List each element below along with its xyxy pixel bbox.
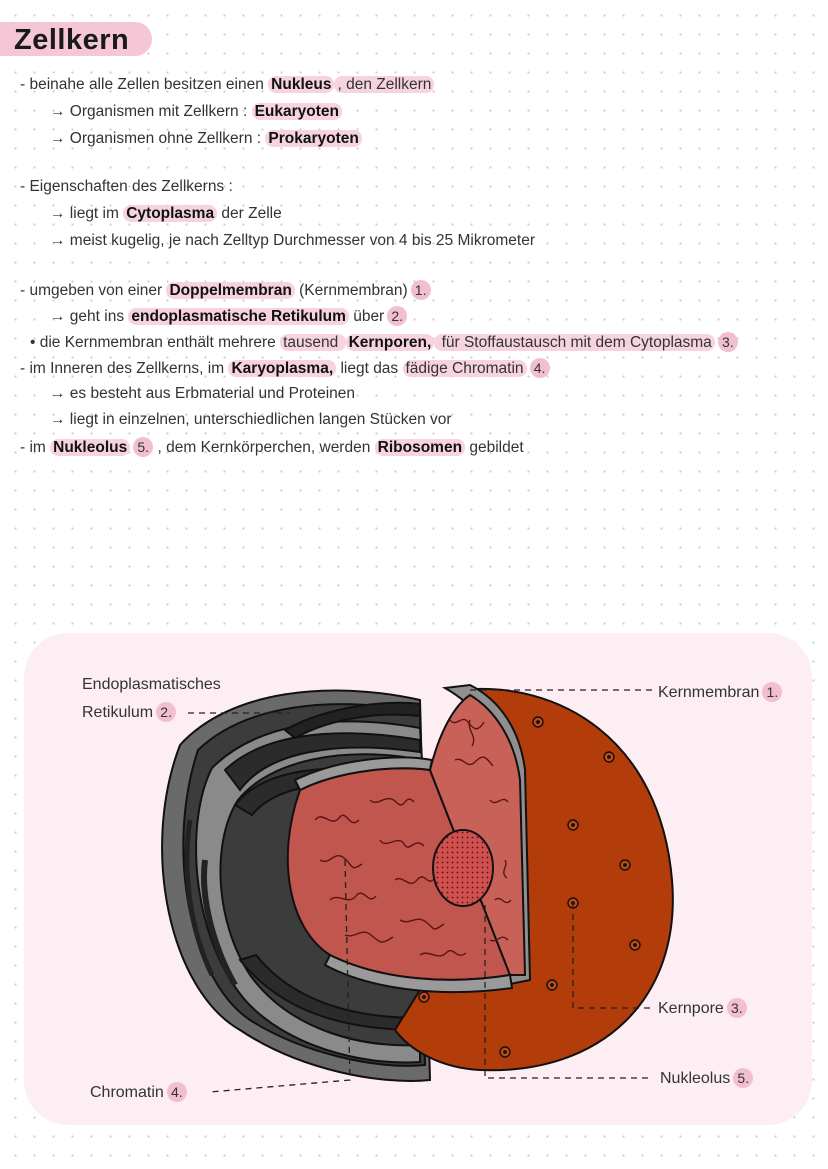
number-badge-5: 5. [133, 437, 153, 457]
label-nucleolus-text: Nukleolus [660, 1070, 731, 1087]
line-10-mid: liegt das [336, 360, 403, 377]
line-12-pre: → liegt in einzelnen, unterschiedlichen langen Stücken vor [50, 411, 452, 428]
line-6-pre: → meist kugelig, je nach Zelltyp Durchmesser von 4 bis 25 Mikrometer [50, 232, 535, 249]
line-10-pre: - im Inneren des Zellkerns, im [20, 360, 229, 377]
line-8-pre: → geht ins [50, 308, 129, 325]
label-membrane-text: Kernmembran [658, 684, 760, 701]
line-9-post: für Stoffaustausch mit dem Cytoplasma [434, 334, 715, 351]
term-nukleolus: Nukleolus [50, 439, 130, 456]
label-chromatin [90, 1082, 187, 1102]
number-badge-1: 1. [411, 280, 431, 300]
line-4-pre: - Eigenschaften des Zellkerns : [20, 178, 233, 195]
label-membrane-num: 1. [762, 682, 782, 702]
line-2-pre: → Organismen mit Zellkern : [50, 103, 252, 120]
line-1-pre: - beinahe alle Zellen besitzen einen [20, 76, 269, 93]
label-pore-text: Kernpore [658, 1000, 724, 1017]
label-nucleolus [660, 1068, 753, 1088]
label-membrane [658, 682, 782, 702]
line-8-post: über [348, 308, 385, 325]
line-9-highlight: tausend [280, 334, 345, 351]
term-eukaryoten: Eukaryoten [252, 103, 342, 120]
label-er-num: 2. [156, 702, 176, 722]
number-badge-2: 2. [387, 306, 407, 326]
label-er-line-1: Endoplasmatisches [82, 676, 221, 693]
term-doppelmembran: Doppelmembran [166, 282, 294, 299]
label-pore [658, 998, 747, 1018]
line-7-post: (Kernmembran) [294, 282, 408, 299]
line-9-pre: • die Kernmembran enthält mehrere [30, 334, 281, 351]
term-cytoplasma: Cytoplasma [123, 205, 217, 222]
line-5-pre: → liegt im [50, 205, 124, 222]
term-nukleus: Nukleus [268, 76, 334, 93]
label-er-text: Retikulum [82, 704, 154, 721]
line-3-pre: → Organismen ohne Zellkern : [50, 130, 266, 147]
page-title: Zellkern [14, 24, 130, 56]
term-prokaryoten: Prokaryoten [265, 130, 361, 147]
line-13-pre: - im [20, 439, 51, 456]
line-5-post: der Zelle [217, 205, 282, 222]
number-badge-3: 3. [718, 332, 738, 352]
term-chromatin: fädige Chromatin [403, 360, 527, 377]
line-13-mid: , dem Kernkörperchen, werden [153, 439, 375, 456]
term-er: endoplasmatische Retikulum [128, 308, 348, 325]
line-13-post: gebildet [465, 439, 524, 456]
label-er-line-2 [82, 702, 176, 722]
term-ribosomen: Ribosomen [375, 439, 465, 456]
term-karyoplasma: Karyoplasma, [228, 360, 336, 377]
label-chromatin-num: 4. [167, 1082, 187, 1102]
line-1-post: , den Zellkern [334, 76, 434, 93]
number-badge-4: 4. [530, 358, 550, 378]
line-7-pre: - umgeben von einer [20, 282, 167, 299]
label-nucleolus-num: 5. [733, 1068, 753, 1088]
line-11-pre: → es besteht aus Erbmaterial und Proteinen [50, 385, 356, 402]
label-chromatin-text: Chromatin [90, 1084, 164, 1101]
term-kernporen: Kernporen, [346, 334, 435, 351]
label-pore-num: 3. [727, 998, 747, 1018]
nucleolus [433, 830, 493, 906]
